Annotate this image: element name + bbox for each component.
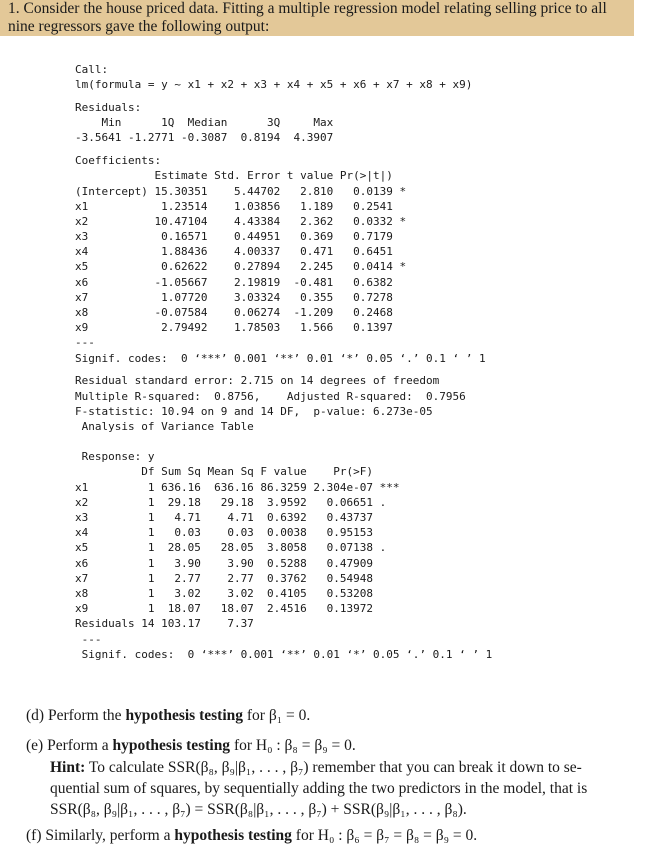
coef-row: x4 1.88436 4.00337 0.471 0.6451 — [75, 245, 393, 259]
anova-row: x1 1 636.16 636.16 86.3259 2.304e-07 *** — [75, 480, 400, 494]
anova-row: x4 1 0.03 0.03 0.0038 0.95153 — [75, 526, 374, 540]
question-header — [0, 0, 634, 36]
coefficients-label: Coefficients: — [75, 154, 162, 168]
anova-row: x8 1 3.02 3.02 0.4105 0.53208 — [75, 586, 374, 600]
hint-line-3: SSR(β₈, β₉|β₁, . . . , β₇) = SSR(β₈|β₁, . . . , β₇) + SSR(β₉|β₁, . . . , β₈). — [50, 801, 467, 818]
anova-header: Df Sum Sq Mean Sq F value Pr(>F) — [75, 465, 374, 479]
r-output-block — [75, 62, 492, 662]
coefficients-header: Estimate Std. Error t value Pr(>|t|) — [75, 169, 393, 183]
signif-codes: Signif. codes: 0 ‘***’ 0.001 ‘**’ 0.01 ‘*’ 0.05 ‘.’ 0.1 ‘ ’ 1 — [75, 647, 493, 661]
separator: --- — [75, 336, 95, 350]
anova-title: Analysis of Variance Table — [75, 419, 254, 433]
f-statistic: F-statistic: 10.94 on 9 and 14 DF, p-value: 6.273e-05 — [75, 404, 433, 418]
header-line-1: 1. Consider the house priced data. Fitting a multiple regression model relating selling price to all — [8, 0, 607, 17]
header-line-2: nine regressors gave the following output: — [8, 18, 270, 35]
anova-row: x7 1 2.77 2.77 0.3762 0.54948 — [75, 571, 374, 585]
anova-row: x9 1 18.07 18.07 2.4516 0.13972 — [75, 602, 374, 616]
coef-row: x5 0.62622 0.27894 2.245 0.0414 * — [75, 260, 407, 274]
residuals-header: Min 1Q Median 3Q Max — [75, 116, 334, 130]
coef-row: x1 1.23514 1.03856 1.189 0.2541 — [75, 199, 393, 213]
r-squared: Multiple R-squared: 0.8756, Adjusted R-squared: 0.7956 — [75, 389, 466, 403]
residuals-values: -3.5641 -1.2771 -0.3087 0.8194 4.3907 — [75, 131, 334, 145]
question-d: (d) Perform the hypothesis testing for β₁ = 0. — [26, 707, 311, 724]
question-e: (e) Perform a hypothesis testing for H₀ : β₈ = β₉ = 0. — [26, 737, 356, 754]
hint-line-1: Hint: To calculate SSR(β₈, β₉|β₁, . . . , β₇) remember that you can break it down to se- — [50, 759, 582, 776]
coef-row: x8 -0.07584 0.06274 -1.209 0.2468 — [75, 306, 393, 319]
anova-row: x6 1 3.90 3.90 0.5288 0.47909 — [75, 556, 374, 570]
signif-codes: Signif. codes: 0 ‘***’ 0.001 ‘**’ 0.01 ‘*’ 0.05 ‘.’ 0.1 ‘ ’ 1 — [75, 351, 486, 365]
separator: --- — [75, 632, 102, 646]
hint-line-2: quential sum of squares, by sequentially adding the two predictors in the model, that is — [50, 780, 588, 797]
anova-response: Response: y — [75, 450, 155, 464]
coef-row: (Intercept) 15.30351 5.44702 2.810 0.0139 * — [75, 184, 407, 198]
coef-row: x3 0.16571 0.44951 0.369 0.7179 — [75, 230, 393, 244]
residuals-label: Residuals: — [75, 100, 142, 114]
coef-row: x6 -1.05667 2.19819 -0.481 0.6382 — [75, 275, 393, 289]
coef-row: x9 2.79492 1.78503 1.566 0.1397 — [75, 321, 393, 335]
anova-row: Residuals 14 103.17 7.37 — [75, 617, 254, 631]
coef-row: x2 10.47104 4.43384 2.362 0.0332 * — [75, 214, 407, 228]
question-f: (f) Similarly, perform a hypothesis testing for H₀ : β₆ = β₇ = β₈ = β₉ = 0. — [26, 827, 478, 844]
residual-standard-error: Residual standard error: 2.715 on 14 degrees of freedom — [75, 374, 440, 388]
anova-row: x5 1 28.05 28.05 3.8058 0.07138 . — [75, 541, 387, 555]
call-formula: lm(formula = y ~ x1 + x2 + x3 + x4 + x5 + x6 + x7 + x8 + x9) — [75, 78, 473, 92]
coef-row: x7 1.07720 3.03324 0.355 0.7278 — [75, 290, 393, 304]
call-label: Call: — [75, 63, 109, 76]
anova-row: x3 1 4.71 4.71 0.6392 0.43737 — [75, 511, 374, 525]
anova-row: x2 1 29.18 29.18 3.9592 0.06651 . — [75, 495, 387, 509]
